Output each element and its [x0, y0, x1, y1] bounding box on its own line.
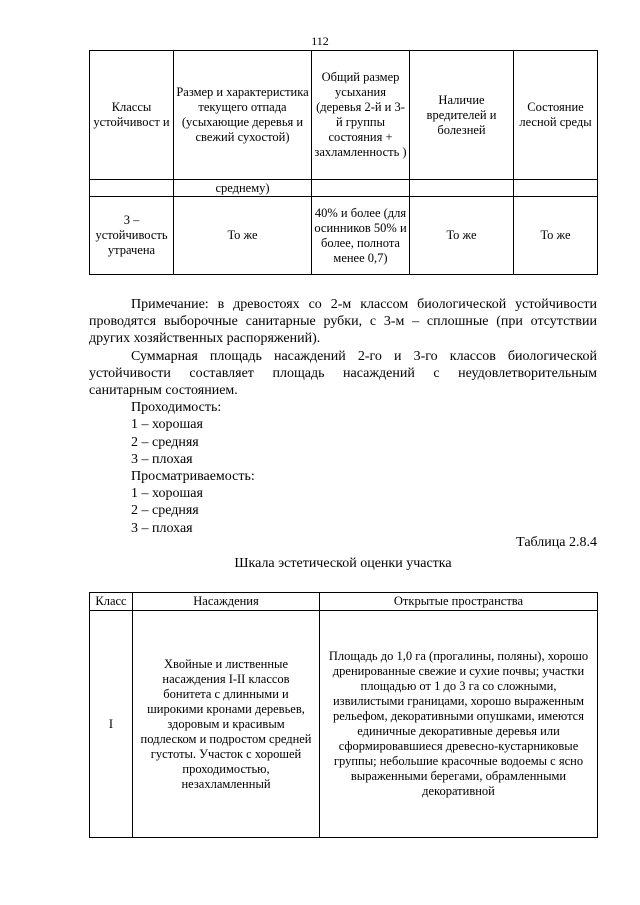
passability-title: Проходимость:	[131, 400, 222, 416]
header-cell: Открытые пространства	[320, 593, 598, 611]
list-item: 1 – хорошая	[131, 486, 203, 502]
table-cell	[514, 180, 598, 197]
table-cell: 3 – устойчивость утрачена	[90, 197, 174, 275]
header-cell: Общий размер усыхания (деревья 2-й и 3-й группы состояния + захламленность )	[312, 51, 410, 180]
header-cell: Класс	[90, 593, 133, 611]
header-cell: Насаждения	[133, 593, 320, 611]
list-item: 3 – плохая	[131, 520, 193, 536]
header-cell: Размер и характеристика текущего отпада (усыхающие деревья и свежий сухостой)	[174, 51, 312, 180]
header-cell: Классы устойчивост и	[90, 51, 174, 180]
table-row	[90, 611, 598, 838]
table-cell: I	[90, 611, 133, 838]
table-row	[90, 197, 598, 275]
list-item: 2 – средняя	[131, 434, 199, 450]
table-cell: Площадь до 1,0 га (прогалины, поляны), хорошо дренированные свежие и сухие почвы; участки площадью от 1 до 3 га со сложными, извилистыми границами, хорошо выраженным рельефом, декоративными опушками, имеются единичные декоративные деревья или сформировавшиеся древесно-кустарниковые группы; небольшие красочные водоемы с ясно выраженными берегами, обрамленными декоративной	[320, 611, 598, 838]
table-title: Шкала эстетической оценки участка	[234, 556, 452, 571]
note-paragraph: Примечание: в древостоях со 2-м классом биологической устойчивости проводятся выборочные санитарные рубки, с 3-м – сплошные (при отсутствии других хозяйственных распоряжений).	[89, 297, 597, 347]
table-cell: 40% и более (для осинников 50% и более, полнота менее 0,7)	[312, 197, 410, 275]
summary-paragraph: Суммарная площадь насаждений 2-го и 3-го классов биологической устойчивости составляет площадь насаждений с неудовлетворительным санитарным состоянием.	[89, 348, 597, 399]
table-cell	[90, 180, 174, 197]
visibility-title: Просматриваемость:	[131, 469, 255, 485]
list-item: 3 – плохая	[131, 451, 193, 467]
table-cell: То же	[174, 197, 312, 275]
table-caption: Таблица 2.8.4	[516, 535, 597, 550]
aesthetic-scale-table	[89, 592, 598, 838]
header-cell: Состояние лесной среды	[514, 51, 598, 180]
list-item: 1 – хорошая	[131, 417, 203, 433]
table-header-row	[90, 51, 598, 180]
list-item: 2 – средняя	[131, 503, 199, 519]
table-cell	[312, 180, 410, 197]
table-header-row	[90, 593, 598, 611]
header-cell: Наличие вредителей и болезней	[410, 51, 514, 180]
page-number: 112	[311, 34, 329, 48]
sustainability-table	[89, 50, 598, 275]
body-text	[89, 296, 597, 537]
table-row	[90, 180, 598, 197]
table-cell: среднему)	[174, 180, 312, 197]
table-cell: То же	[514, 197, 598, 275]
table-cell: Хвойные и лиственные насаждения I-II классов бонитета с длинными и широкими кронами деревьев, здоровым и красивым подлеском и подростом средней густоты. Участок с хорошей проходимостью, незахламленный	[133, 611, 320, 838]
table-cell	[410, 180, 514, 197]
table-cell: То же	[410, 197, 514, 275]
